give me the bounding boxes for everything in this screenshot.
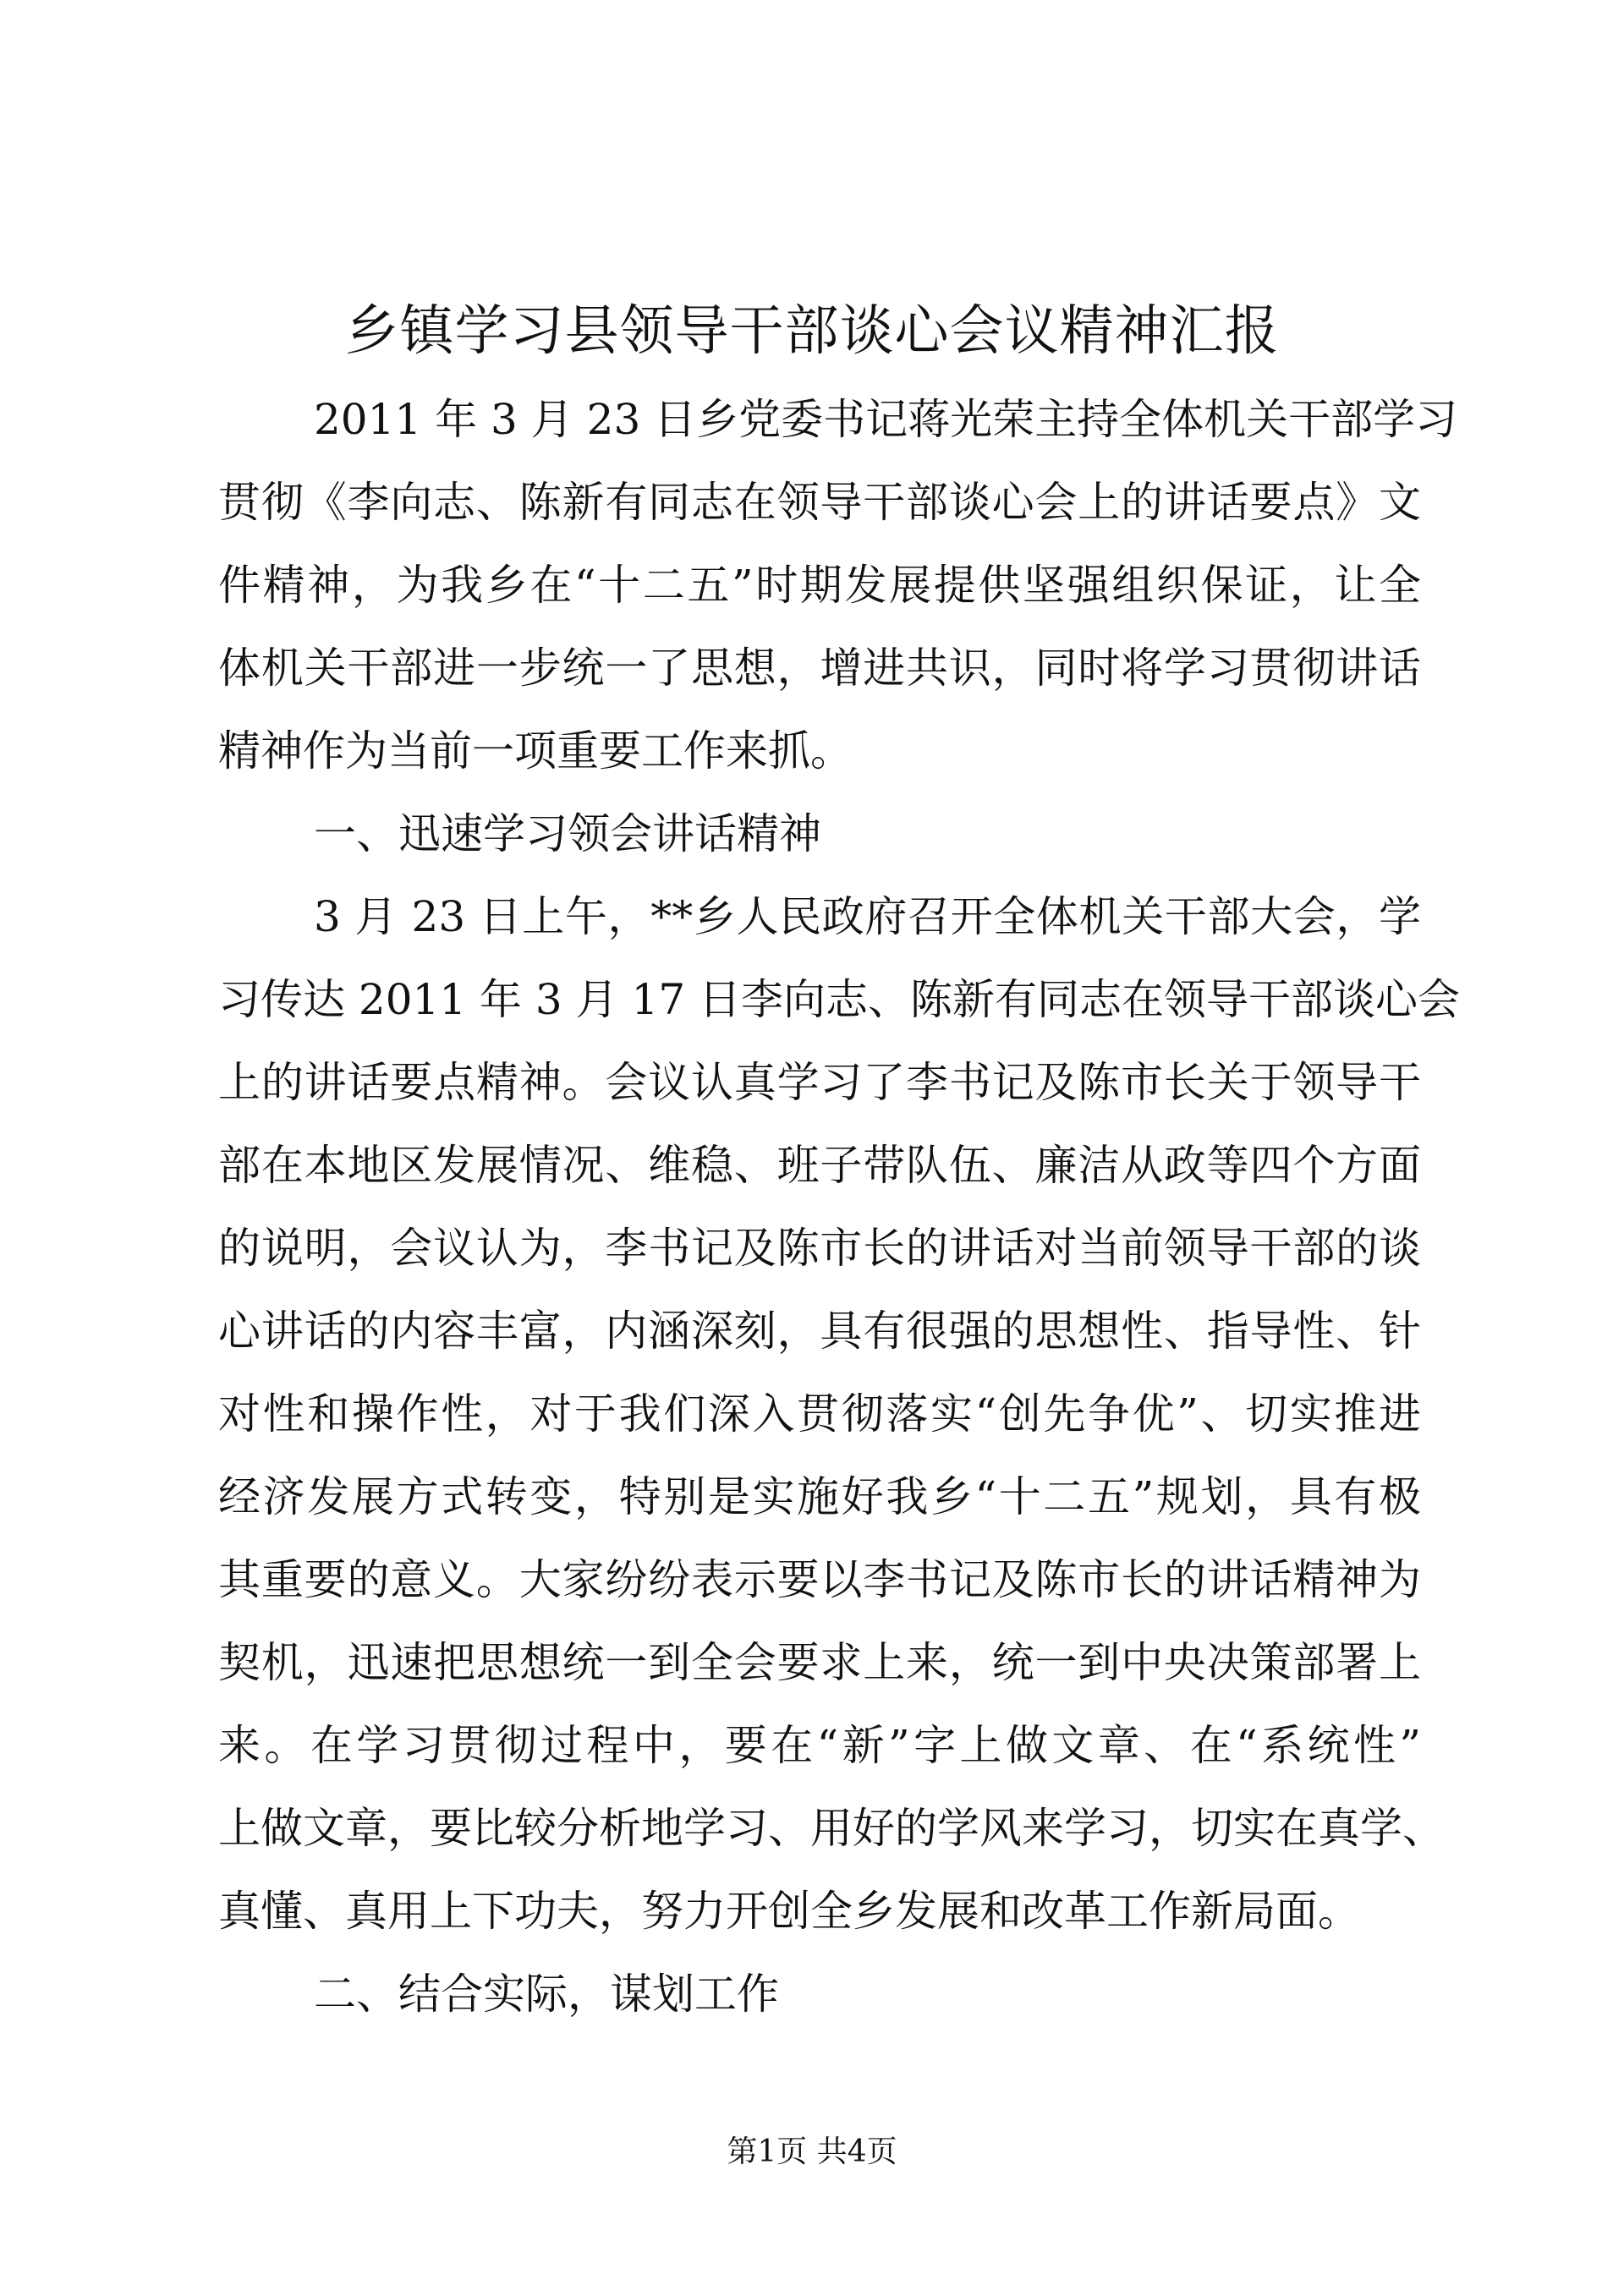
- text-line: 体机关干部进一步统一了思想，增进共识，同时将学习贯彻讲话: [218, 644, 1421, 693]
- text-line: 上做文章，要比较分析地学习、用好的学风来学习，切实在真学、: [218, 1804, 1445, 1853]
- page-number-footer: 第1页 共4页: [727, 2134, 897, 2169]
- text-line: 二、结合实际，谋划工作: [314, 1970, 779, 2019]
- text-line: 经济发展方式转变，特别是实施好我乡“十二五”规划，具有极: [218, 1472, 1421, 1521]
- text-line: 习传达 2011 年 3 月 17 日李向志、陈新有同志在领导干部谈心会: [218, 975, 1461, 1024]
- text-line: 心讲话的内容丰富，内涵深刻，具有很强的思想性、指导性、针: [218, 1307, 1421, 1356]
- document-body: [218, 378, 1461, 2036]
- text-line: 对性和操作性，对于我们深入贯彻落实“创先争优”、切实推进: [218, 1389, 1421, 1438]
- paragraph: [218, 378, 1458, 792]
- text-line: 精神作为当前一项重要工作来抓。: [218, 726, 853, 775]
- text-line: 件精神，为我乡在“十二五”时期发展提供坚强组织保证，让全: [218, 561, 1421, 610]
- text-line: 契机，迅速把思想统一到全会要求上来，统一到中央决策部署上: [218, 1638, 1421, 1687]
- text-line: 一、迅速学习领会讲话精神: [314, 809, 821, 858]
- text-line: 贯彻《李向志、陈新有同志在领导干部谈心会上的讲话要点》文: [218, 478, 1421, 527]
- text-line: 真懂、真用上下功夫，努力开创全乡发展和改革工作新局面。: [218, 1887, 1360, 1936]
- text-line: 3 月 23 日上午，**乡人民政府召开全体机关干部大会，学: [314, 892, 1421, 941]
- section-heading: [218, 792, 1421, 875]
- text-line: 部在本地区发展情况、维稳、班子带队伍、廉洁从政等四个方面: [218, 1141, 1421, 1190]
- text-line: 上的讲话要点精神。会议认真学习了李书记及陈市长关于领导干: [218, 1058, 1421, 1107]
- section-heading: [218, 1953, 1421, 2036]
- text-line: 2011 年 3 月 23 日乡党委书记蒋光荣主持全体机关干部学习: [314, 395, 1458, 444]
- text-line: 来。在学习贯彻过程中，要在“新”字上做文章、在“系统性”: [218, 1721, 1421, 1770]
- text-line: 的说明，会议认为，李书记及陈市长的讲话对当前领导干部的谈: [218, 1224, 1421, 1273]
- text-line: 其重要的意义。大家纷纷表示要以李书记及陈市长的讲话精神为: [218, 1555, 1421, 1604]
- paragraph: [218, 875, 1461, 1953]
- document-title: 乡镇学习县领导干部谈心会议精神汇报: [344, 300, 1280, 363]
